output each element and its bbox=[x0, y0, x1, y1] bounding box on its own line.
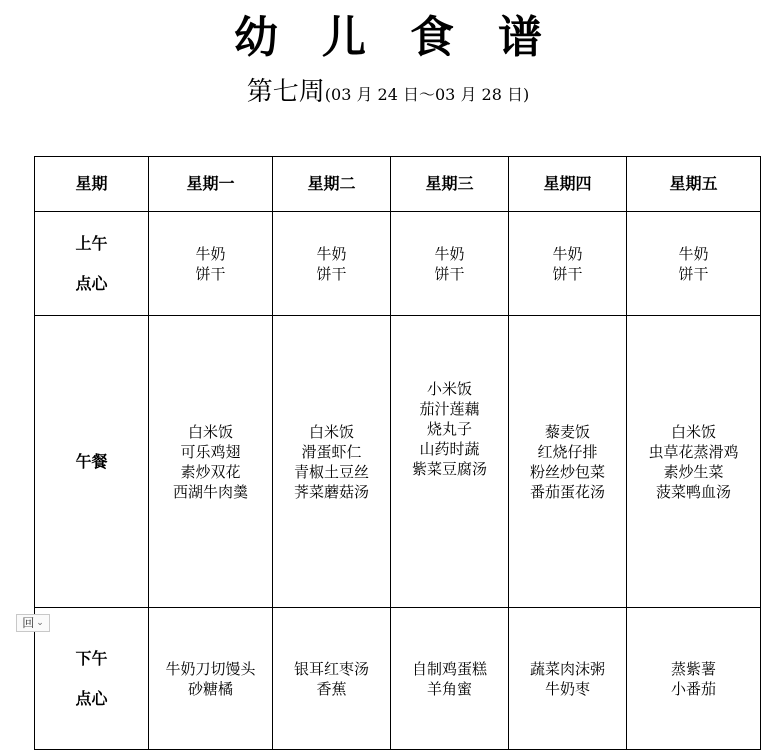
day-header: 星期一 bbox=[149, 157, 273, 212]
dish: 紫菜豆腐汤 bbox=[411, 460, 487, 478]
dish: 荠菜蘑菇汤 bbox=[293, 482, 369, 501]
dish: 虫草花蒸滑鸡 bbox=[648, 442, 739, 461]
dish: 可乐鸡翅 bbox=[180, 442, 241, 461]
menu-cell bbox=[391, 212, 509, 316]
dish: 白米饭 bbox=[670, 422, 716, 441]
dish: 红烧仔排 bbox=[537, 442, 598, 461]
dish: 菠菜鸭血汤 bbox=[655, 482, 731, 501]
title-char: 谱 bbox=[498, 12, 542, 63]
day-header: 星期五 bbox=[627, 157, 761, 212]
corner-header: 星期 bbox=[35, 157, 149, 212]
dish: 蔬菜肉沫粥 bbox=[529, 659, 605, 678]
menu-cell bbox=[149, 316, 273, 608]
dish: 牛奶 bbox=[552, 244, 583, 263]
dish: 牛奶 bbox=[316, 244, 347, 263]
dish: 饼干 bbox=[316, 264, 347, 283]
menu-cell bbox=[391, 608, 509, 750]
dish: 饼干 bbox=[434, 264, 465, 283]
dish: 青椒土豆丝 bbox=[293, 462, 369, 481]
dish: 素炒双花 bbox=[180, 462, 241, 481]
header-row bbox=[35, 157, 761, 212]
dish: 饼干 bbox=[195, 264, 226, 283]
dish: 白米饭 bbox=[308, 422, 354, 441]
row-label-line: 点心 bbox=[75, 273, 108, 293]
menu-cell bbox=[273, 608, 391, 750]
menu-table bbox=[34, 156, 761, 750]
afternoon-snack-row bbox=[35, 608, 761, 750]
menu-cell bbox=[627, 316, 761, 608]
table-anchor-glyph: 回 bbox=[22, 616, 35, 630]
day-header: 星期四 bbox=[509, 157, 627, 212]
dish: 牛奶枣 bbox=[544, 679, 590, 698]
row-label bbox=[35, 608, 149, 750]
menu-cell bbox=[149, 212, 273, 316]
title-char: 食 bbox=[410, 12, 454, 63]
dish: 饼干 bbox=[678, 264, 709, 283]
dish: 素炒生菜 bbox=[663, 462, 724, 481]
dish: 羊角蜜 bbox=[426, 679, 472, 698]
dish: 茄汁莲藕 bbox=[419, 400, 480, 418]
title-char: 儿 bbox=[322, 12, 366, 63]
row-label-line: 点心 bbox=[75, 688, 108, 708]
dish: 烧丸子 bbox=[426, 420, 472, 438]
dish: 白米饭 bbox=[187, 422, 233, 441]
menu-cell bbox=[273, 212, 391, 316]
chevron-down-icon: ⌄ bbox=[36, 618, 44, 628]
dish: 银耳红枣汤 bbox=[293, 659, 369, 678]
menu-cell bbox=[149, 608, 273, 750]
subtitle bbox=[0, 74, 776, 113]
dish: 粉丝炒包菜 bbox=[529, 462, 605, 481]
row-label-line: 午餐 bbox=[75, 451, 108, 471]
menu-cell bbox=[627, 608, 761, 750]
row-label bbox=[35, 212, 149, 316]
menu-cell bbox=[509, 316, 627, 608]
week-label: 第七周 bbox=[246, 77, 325, 107]
date-range: (03 月 24 日～03 月 28 日) bbox=[324, 85, 530, 104]
dish: 饼干 bbox=[552, 264, 583, 283]
title-char: 幼 bbox=[234, 12, 278, 63]
dish: 滑蛋虾仁 bbox=[301, 442, 362, 461]
row-label bbox=[35, 316, 149, 608]
dish: 小番茄 bbox=[670, 679, 716, 698]
dish: 砂糖橘 bbox=[187, 679, 233, 698]
dish: 自制鸡蛋糕 bbox=[411, 659, 487, 678]
lunch-row bbox=[35, 316, 761, 608]
morning-snack-row bbox=[35, 212, 761, 316]
dish: 蒸紫薯 bbox=[670, 659, 716, 678]
page-title bbox=[0, 12, 776, 64]
table-anchor-button[interactable] bbox=[16, 614, 50, 632]
menu-cell bbox=[391, 316, 509, 608]
day-header: 星期三 bbox=[391, 157, 509, 212]
dish: 西湖牛肉羹 bbox=[172, 482, 248, 501]
dish: 香蕉 bbox=[316, 679, 347, 698]
menu-cell bbox=[509, 212, 627, 316]
dish: 牛奶 bbox=[678, 244, 709, 263]
dish: 牛奶刀切馒头 bbox=[165, 659, 256, 678]
menu-cell bbox=[273, 316, 391, 608]
dish: 山药时蔬 bbox=[419, 440, 480, 458]
dish: 番茄蛋花汤 bbox=[529, 482, 605, 501]
dish: 藜麦饭 bbox=[544, 422, 590, 441]
dish: 牛奶 bbox=[434, 244, 465, 263]
menu-cell bbox=[509, 608, 627, 750]
row-label-line: 上午 bbox=[75, 233, 108, 253]
day-header: 星期二 bbox=[273, 157, 391, 212]
row-label-line: 下午 bbox=[75, 648, 108, 668]
menu-cell bbox=[627, 212, 761, 316]
dish: 牛奶 bbox=[195, 244, 226, 263]
dish: 小米饭 bbox=[426, 380, 472, 398]
